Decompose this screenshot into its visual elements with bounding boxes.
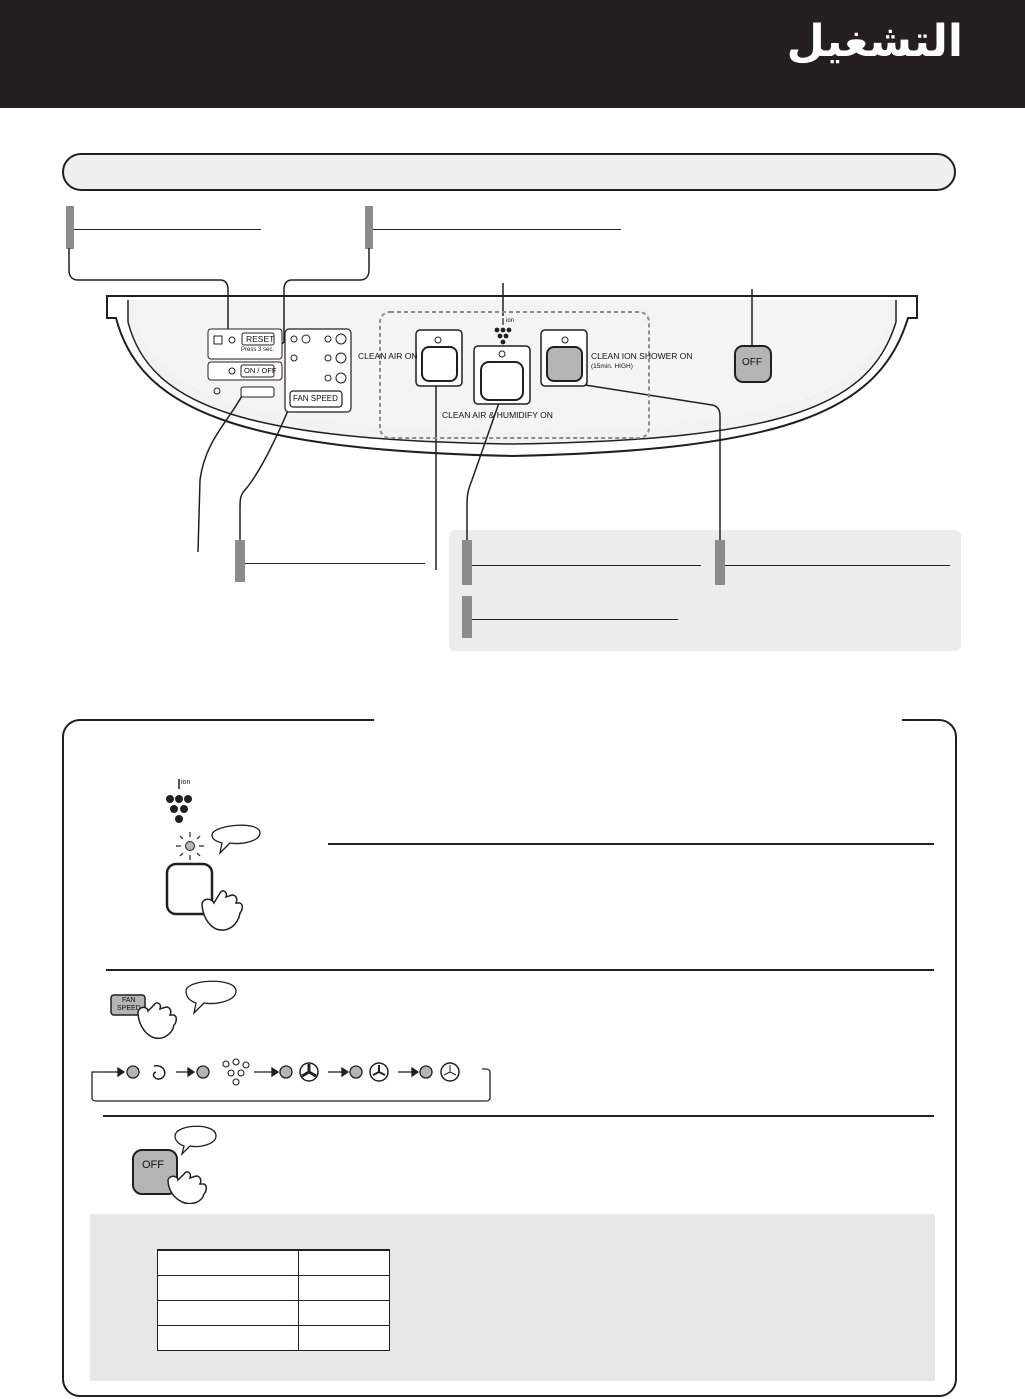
medium-icon [370,1063,388,1081]
step3-divider [103,1115,934,1117]
callout-marker-clean-air [462,596,472,638]
step2-fan-button-line1[interactable]: FAN [122,997,136,1004]
page-title: التشغيل [786,16,963,67]
callout-line-clean-air [472,619,678,620]
off-button-label[interactable]: OFF [742,357,762,368]
fan-speed-cycle [88,1054,493,1104]
clean-air-on-label: CLEAN AIR ON [358,351,418,361]
ion-label: ion [506,318,515,324]
table-row [158,1250,390,1276]
table-row [158,1301,390,1326]
high-icon [441,1063,459,1081]
auto-icon [154,1066,165,1079]
clean-ion-shower-on-label: CLEAN ION SHOWER ON [591,351,693,361]
callout-line-top-left [74,229,261,230]
onoff-button-label[interactable]: ON / OFF [244,366,277,375]
table-row [158,1276,390,1301]
low-icon [300,1063,318,1081]
page-header [0,0,1025,108]
callout-line-top-mid [373,229,621,230]
step3-off-button-label[interactable]: OFF [142,1159,164,1171]
clean-air-humidify-on-label: CLEAN AIR & HUMIDIFY ON [442,410,553,420]
reset-button-label[interactable]: RESET [246,334,275,344]
step1-divider [328,843,934,845]
clean-ion-shower-hint: (15min. HIGH) [591,363,633,370]
step2-divider [106,969,934,971]
step1-ion-label: ion [181,779,191,786]
reset-hint: Press 3 sec. [241,347,275,353]
step2-fan-button-line2[interactable]: SPEED [117,1005,141,1012]
step1-illustration [150,775,270,940]
section-title-bar [62,153,956,191]
control-panel-illustration [0,240,1025,570]
instructions-title-gap [374,712,902,726]
sleep-icon [223,1059,249,1085]
step2-illustration [108,977,248,1047]
spec-table [157,1249,390,1351]
table-row [158,1326,390,1351]
fan-speed-button-label[interactable]: FAN SPEED [293,394,338,403]
